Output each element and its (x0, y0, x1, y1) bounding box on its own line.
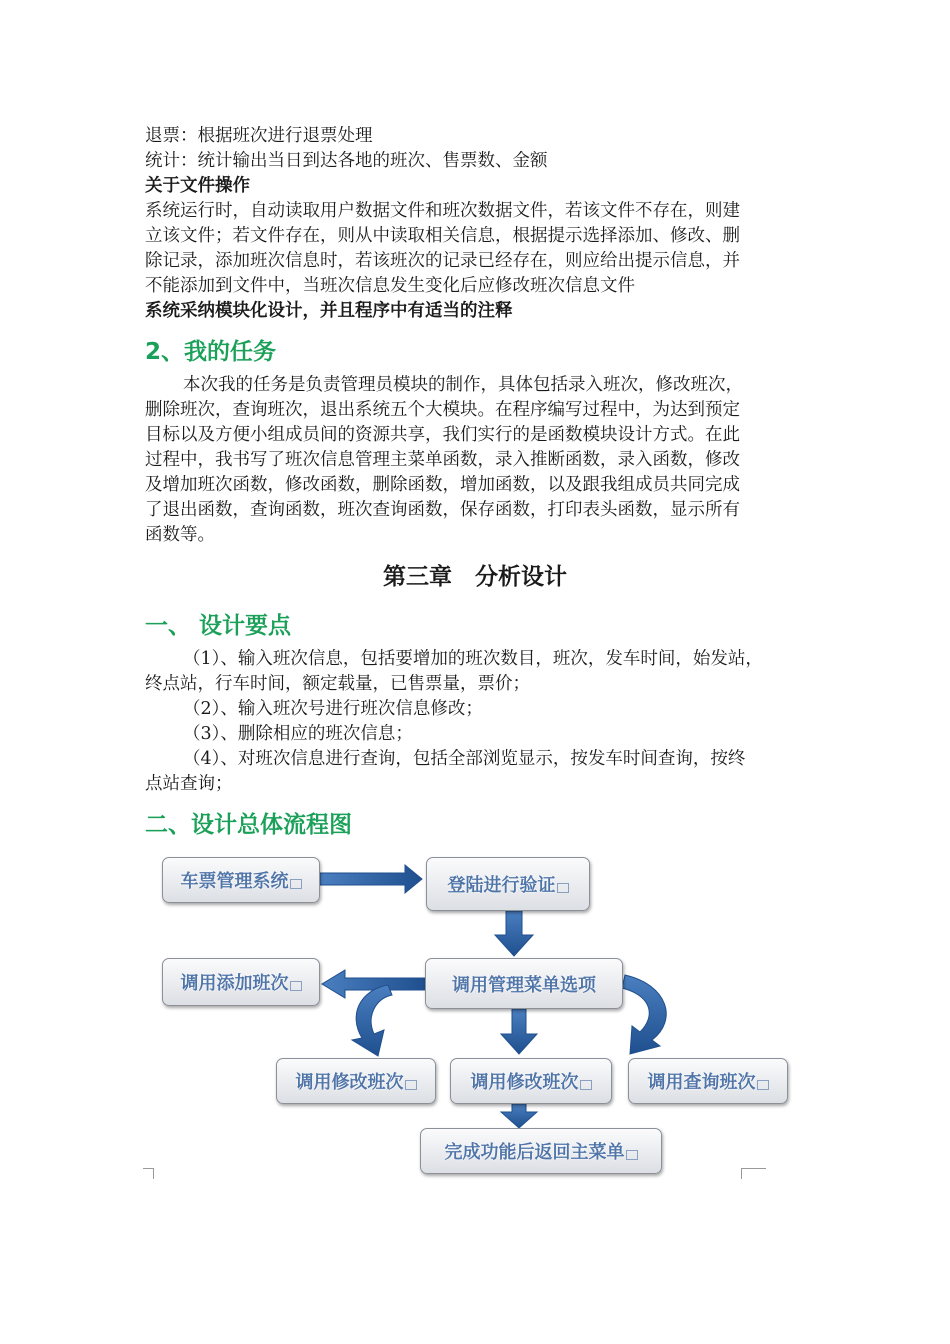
node-query (628, 1058, 788, 1104)
node-system (162, 857, 320, 903)
section-flow-heading: 二、设计总体流程图 (145, 812, 352, 838)
file-ops-line: 立该文件；若文件存在，则从中读取相关信息，根据提示选择添加、修改、删 (145, 226, 740, 246)
task-paragraph-line: 目标以及方便小组成员间的资源共享，我们实行的是函数模块设计方式。在此 (145, 425, 740, 445)
page-corner-mark-right (741, 1168, 766, 1179)
points-line: （4）、对班次信息进行查询，包括全部浏览显示，按发车时间查询，按终 (183, 749, 746, 769)
node-query-label: 调用查询班次 (647, 1072, 756, 1093)
task-paragraph-line: 函数等。 (145, 525, 215, 545)
file-ops-line: 除记录，添加班次信息时，若该班次的记录已经存在，则应给出提示信息，并 (145, 251, 740, 271)
anchor-icon (580, 1080, 592, 1090)
section-points-heading: 一、 设计要点 (145, 613, 292, 639)
modular-note: 系统采纳模块化设计，并且程序中有适当的注释 (145, 301, 513, 321)
task-paragraph-line: 了退出函数，查询函数，班次查询函数，保存函数，打印表头函数，显示所有 (145, 500, 740, 520)
arrow-login-to-menu (495, 911, 533, 956)
points-line: （1）、输入班次信息，包括要增加的班次数目，班次，发车时间，始发站， (183, 649, 763, 669)
file-ops-line: 系统运行时，自动读取用户数据文件和班次数据文件，若该文件不存在，则建 (145, 201, 740, 221)
arrow-menu-to-modify-mid (501, 1009, 537, 1054)
node-login-label: 登陆进行验证 (447, 875, 556, 896)
task-paragraph-line: 删除班次，查询班次，退出系统五个大模块。在程序编写过程中，为达到预定 (145, 400, 740, 420)
task-paragraph-line: 过程中，我书写了班次信息管理主菜单函数，录入推断函数，录入函数，修改 (145, 450, 740, 470)
arrow-modify-to-return (501, 1104, 537, 1128)
arrow-system-to-login (320, 865, 422, 893)
node-add (162, 958, 320, 1006)
page-corner-mark-left (143, 1168, 154, 1179)
section-task-heading: 2、我的任务 (145, 339, 277, 365)
node-modify-left (276, 1058, 436, 1104)
points-line: （3）、删除相应的班次信息； (183, 724, 413, 744)
anchor-icon (626, 1150, 638, 1160)
intro-line-statistics: 统计：统计输出当日到达各地的班次、售票数、金额 (145, 151, 548, 171)
node-modify-mid-label: 调用修改班次 (470, 1072, 579, 1093)
task-paragraph-line: 及增加班次函数，修改函数，删除函数，增加函数，以及跟我组成员共同完成 (145, 475, 740, 495)
anchor-icon (757, 1080, 769, 1090)
points-line: 终点站，行车时间，额定载量，已售票量，票价； (145, 674, 530, 694)
node-menu (425, 958, 623, 1009)
node-return-label: 完成功能后返回主菜单 (444, 1142, 625, 1163)
node-modify-left-label: 调用修改班次 (295, 1072, 404, 1093)
anchor-icon (290, 981, 302, 991)
points-line: 点站查询； (145, 774, 233, 794)
anchor-icon (557, 883, 569, 893)
node-login (426, 857, 590, 911)
anchor-icon (405, 1080, 417, 1090)
node-modify-mid (450, 1058, 612, 1104)
node-add-label: 调用添加班次 (180, 973, 289, 994)
file-ops-heading: 关于文件操作 (145, 176, 250, 196)
anchor-icon (290, 879, 302, 889)
file-ops-line: 不能添加到文件中，当班次信息发生变化后应修改班次信息文件 (145, 276, 635, 296)
node-system-label: 车票管理系统 (180, 871, 289, 892)
intro-line-refund: 退票：根据班次进行退票处理 (145, 126, 373, 146)
node-menu-label: 调用管理菜单选项 (452, 974, 596, 996)
arrow-menu-to-modify-left (352, 985, 392, 1056)
node-return (420, 1128, 662, 1174)
chapter-title: 第三章 分析设计 (383, 564, 567, 590)
arrow-menu-to-query (622, 975, 666, 1054)
points-line: （2）、输入班次号进行班次信息修改； (183, 699, 483, 719)
task-paragraph-line: 本次我的任务是负责管理员模块的制作，具体包括录入班次，修改班次， (183, 375, 743, 395)
